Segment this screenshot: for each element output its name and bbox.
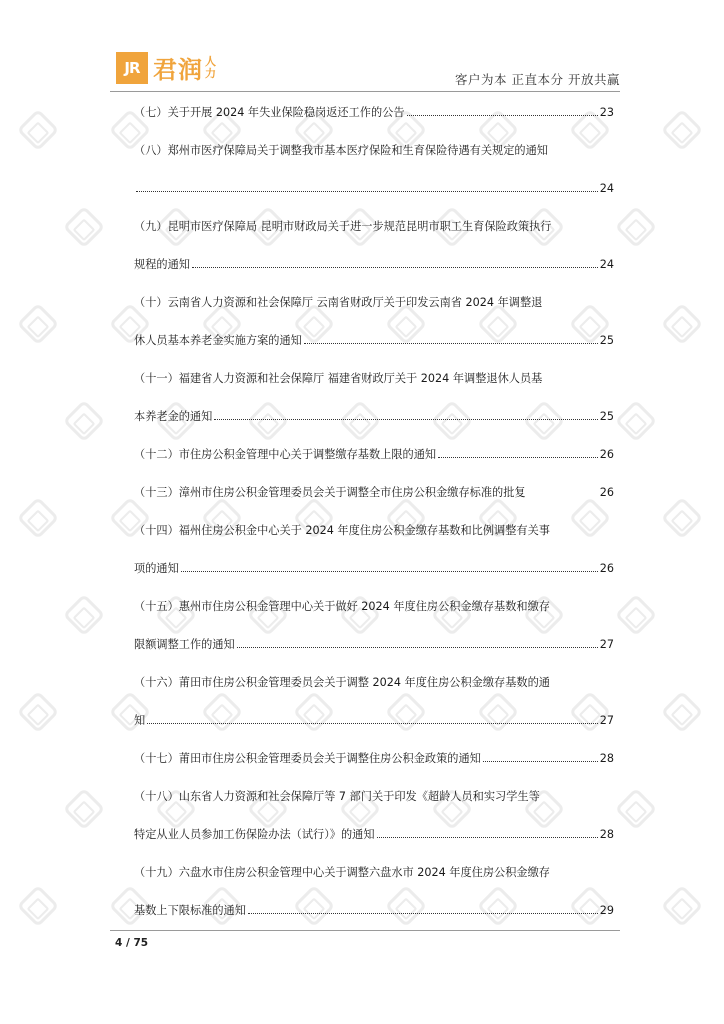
toc-leader-dots <box>528 484 598 496</box>
page-number: 4 / 75 <box>115 937 149 949</box>
logo-text: 君润 <box>153 56 203 84</box>
toc-entry-8-cont[interactable] <box>134 179 614 199</box>
watermark-logo-icon <box>17 691 59 733</box>
toc-entry-page: 27 <box>599 714 614 727</box>
watermark-logo-icon <box>63 206 105 248</box>
header-slogan: 客户为本 正直本分 开放共赢 <box>455 72 620 87</box>
toc-entry-title: （九）昆明市医疗保障局 昆明市财政局关于进一步规范昆明市职工生育保险政策执行 <box>134 220 552 233</box>
toc-entry-14[interactable] <box>134 521 614 541</box>
toc-entry-continuation: 规程的通知 <box>134 258 190 271</box>
toc-entry-7[interactable] <box>134 103 614 123</box>
toc-entry-18[interactable] <box>134 787 614 807</box>
toc-entry-title: （八）郑州市医疗保障局关于调整我市基本医疗保险和生育保险待遇有关规定的通知 <box>134 144 548 157</box>
toc-entry-page: 27 <box>599 638 614 651</box>
logo-subtext <box>205 56 216 80</box>
footer-divider <box>110 930 620 931</box>
toc-entry-18-cont[interactable] <box>134 825 614 845</box>
toc-leader-dots <box>248 901 598 914</box>
toc-entry-15[interactable] <box>134 597 614 617</box>
watermark-logo-icon <box>661 497 703 539</box>
toc-entry-continuation: 休人员基本养老金实施方案的通知 <box>134 334 302 347</box>
toc-entry-continuation: 本养老金的通知 <box>134 410 213 423</box>
toc-entry-page: 26 <box>599 562 614 575</box>
toc-leader-dots <box>304 331 598 344</box>
toc-entry-page: 26 <box>599 448 614 461</box>
toc-entry-11[interactable] <box>134 369 614 389</box>
watermark-logo-icon <box>17 109 59 151</box>
watermark-logo-icon <box>63 788 105 830</box>
watermark-logo-icon <box>63 400 105 442</box>
toc-entry-continuation: 特定从业人员参加工伤保险办法（试行）》的通知 <box>134 828 375 841</box>
watermark-logo-icon <box>661 885 703 927</box>
toc-entry-page: 25 <box>599 410 614 423</box>
toc-entry-page: 24 <box>599 182 614 195</box>
watermark-logo-icon <box>17 303 59 345</box>
toc-entry-10-cont[interactable] <box>134 331 614 351</box>
toc-entry-title: （十八）山东省人力资源和社会保障厅等 7 部门关于印发《超龄人员和实习学生等 <box>134 790 540 803</box>
toc-entry-title: （十二）市住房公积金管理中心关于调整缴存基数上限的通知 <box>134 448 437 461</box>
watermark-logo-icon <box>615 788 657 830</box>
header-divider <box>110 91 620 92</box>
watermark-logo-icon <box>661 691 703 733</box>
watermark-logo-icon <box>63 594 105 636</box>
toc-entry-13[interactable] <box>134 483 614 503</box>
toc-entry-10[interactable] <box>134 293 614 313</box>
toc-entry-16[interactable] <box>134 673 614 693</box>
toc-entry-12[interactable] <box>134 445 614 465</box>
page-header <box>110 48 620 90</box>
toc-entry-title: （十一）福建省人力资源和社会保障厅 福建省财政厅关于 2024 年调整退休人员基 <box>134 372 543 385</box>
company-logo <box>116 50 216 85</box>
toc-entry-title: （十九）六盘水市住房公积金管理中心关于调整六盘水市 2024 年度住房公积金缴存 <box>134 866 550 879</box>
watermark-logo-icon <box>615 400 657 442</box>
toc-entry-19-cont[interactable] <box>134 901 614 921</box>
toc-entry-continuation: 知 <box>134 714 146 727</box>
toc-entry-title: （十五）惠州市住房公积金管理中心关于做好 2024 年度住房公积金缴存基数和缴存 <box>134 600 550 613</box>
toc-entry-title: （十三）漳州市住房公积金管理委员会关于调整全市住房公积金缴存标准的批复 <box>134 486 526 499</box>
toc-entry-continuation: 项的通知 <box>134 562 179 575</box>
toc-leader-dots <box>181 559 598 572</box>
watermark-logo-icon <box>661 109 703 151</box>
logo-sub-1: 人 <box>205 54 216 68</box>
toc-entry-8[interactable] <box>134 141 614 161</box>
toc-entry-page: 23 <box>599 106 614 119</box>
toc-entry-page: 29 <box>599 904 614 917</box>
toc-entry-9-cont[interactable] <box>134 255 614 275</box>
toc-leader-dots <box>147 711 598 724</box>
watermark-logo-icon <box>615 206 657 248</box>
watermark-logo-icon <box>17 885 59 927</box>
toc-entry-title: （十）云南省人力资源和社会保障厅 云南省财政厅关于印发云南省 2024 年调整退 <box>134 296 543 309</box>
toc-entry-19[interactable] <box>134 863 614 883</box>
toc-entry-15-cont[interactable] <box>134 635 614 655</box>
toc-leader-dots <box>214 407 597 420</box>
toc-leader-dots <box>483 749 598 762</box>
watermark-logo-icon <box>17 497 59 539</box>
toc-leader-dots <box>237 635 598 648</box>
toc-leader-dots <box>377 825 598 838</box>
toc-entry-continuation: 基数上下限标准的通知 <box>134 904 246 917</box>
toc-entry-title: （十七）莆田市住房公积金管理委员会关于调整住房公积金政策的通知 <box>134 752 481 765</box>
toc-leader-dots <box>438 445 598 458</box>
toc-entry-continuation: 限额调整工作的通知 <box>134 638 235 651</box>
watermark-logo-icon <box>615 594 657 636</box>
toc-entry-title: （七）关于开展 2024 年失业保险稳岗返还工作的公告 <box>134 106 405 119</box>
toc-entry-page: 25 <box>599 334 614 347</box>
toc-entry-page: 26 <box>599 486 614 499</box>
toc-entry-17[interactable] <box>134 749 614 769</box>
toc-leader-dots <box>136 179 598 192</box>
toc-entry-page: 28 <box>599 828 614 841</box>
watermark-logo-icon <box>661 303 703 345</box>
toc-entry-14-cont[interactable] <box>134 559 614 579</box>
toc-entry-title: （十四）福州住房公积金中心关于 2024 年度住房公积金缴存基数和比例调整有关事 <box>134 524 550 537</box>
toc-leader-dots <box>192 255 598 268</box>
logo-mark: JR <box>116 52 148 84</box>
toc-entry-title: （十六）莆田市住房公积金管理委员会关于调整 2024 年度住房公积金缴存基数的通 <box>134 676 550 689</box>
toc-entry-page: 28 <box>599 752 614 765</box>
toc-leader-dots <box>407 103 598 116</box>
logo-sub-2: 力 <box>205 66 216 80</box>
toc-entry-9[interactable] <box>134 217 614 237</box>
toc-entry-16-cont[interactable] <box>134 711 614 731</box>
toc-entry-11-cont[interactable] <box>134 407 614 427</box>
toc-entry-page: 24 <box>599 258 614 271</box>
